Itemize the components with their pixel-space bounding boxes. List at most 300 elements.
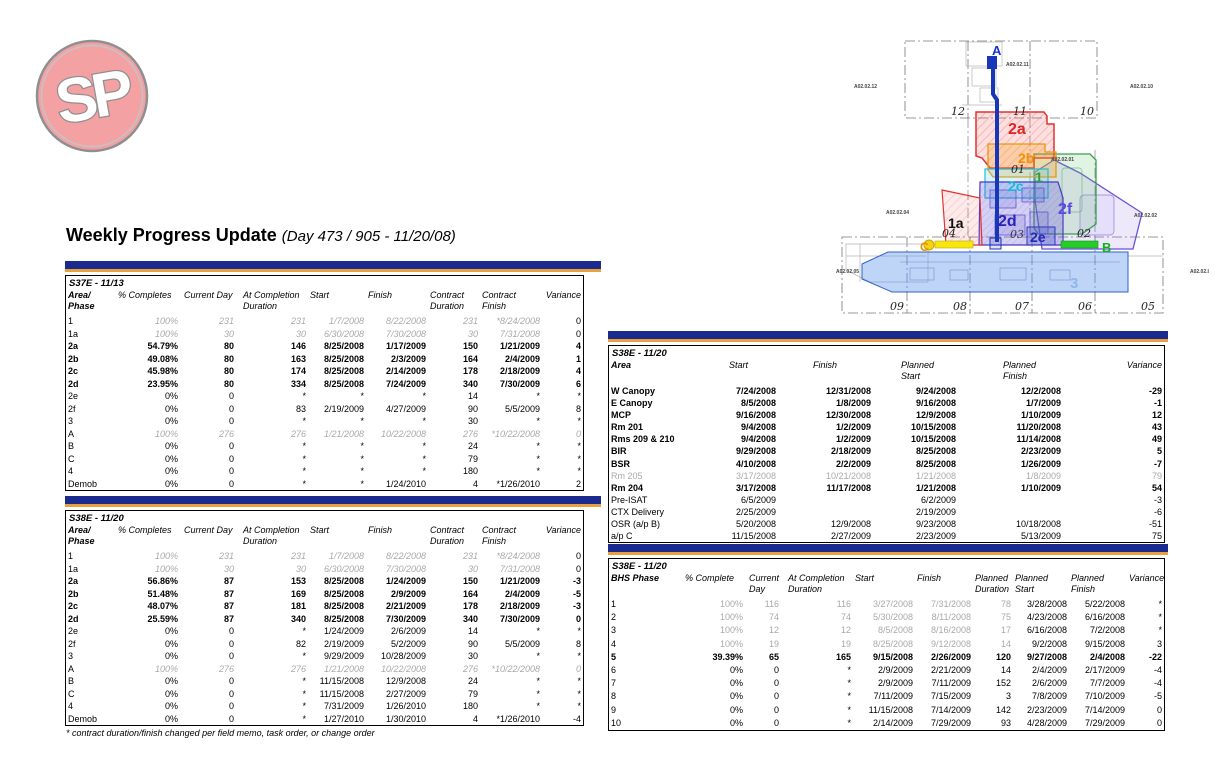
grid-label: 04 — [942, 227, 956, 240]
cell: * — [302, 713, 306, 724]
cell: Demob — [68, 713, 98, 724]
cell: MCP — [611, 410, 631, 421]
cell: 12 — [768, 625, 779, 636]
cell: 231 — [290, 316, 306, 326]
cell: 8 — [611, 691, 617, 702]
cell: 9/4/2008 — [740, 434, 776, 445]
cell: 2a — [68, 576, 79, 586]
cell: 6/5/2009 — [740, 494, 776, 505]
cell: 9/24/2008 — [915, 386, 956, 396]
cell: 276 — [462, 663, 478, 674]
cell: 83 — [295, 403, 306, 414]
cell: 8/25/2008 — [915, 446, 956, 457]
cell: 90 — [467, 403, 478, 414]
title-sub: (Day 473 / 905 - 11/20/08) — [281, 228, 456, 245]
cell: 152 — [995, 678, 1011, 689]
cell: 0 — [575, 316, 581, 326]
grid-label: 01 — [1011, 163, 1025, 176]
table-row — [66, 465, 583, 478]
sheet-ref: A02.02.12 — [854, 84, 878, 90]
cell: a/p C — [611, 531, 633, 542]
cell: 116 — [836, 599, 851, 609]
cell: 24 — [467, 441, 478, 451]
cell: * — [422, 466, 426, 476]
cell: 6 — [611, 665, 617, 676]
cell: 5/20/2008 — [735, 519, 776, 530]
divider-band — [65, 496, 601, 507]
cell: 4 — [68, 701, 74, 711]
grid-label: 03 — [1010, 228, 1024, 241]
cell: 0% — [164, 676, 178, 686]
cell: 7 — [611, 678, 617, 689]
cell: * — [847, 691, 851, 702]
table-row — [66, 440, 583, 453]
cell: 3 — [1005, 691, 1011, 702]
table-row — [609, 409, 1164, 421]
zone-label-3: 3 — [1070, 275, 1079, 292]
table-row — [609, 470, 1164, 482]
cell: * — [577, 626, 581, 636]
cell — [783, 494, 879, 506]
cell: 0% — [729, 717, 743, 728]
cell: * — [360, 478, 364, 489]
sheet-ref: A02.02.01 — [1051, 157, 1075, 163]
cell: 48.07% — [147, 601, 178, 611]
cell: 2/21/2009 — [930, 665, 971, 676]
table-row — [609, 651, 1164, 664]
cell: 2/27/2009 — [385, 688, 426, 699]
cell: 0 — [228, 466, 234, 476]
cell: 150 — [462, 576, 478, 586]
column-header: At Completion Duration — [788, 573, 845, 594]
cell: 9 — [611, 704, 617, 715]
cell: 153 — [290, 576, 306, 586]
cell: 4 — [472, 713, 478, 724]
table-row — [66, 340, 583, 353]
title-main: Weekly Progress Update — [66, 225, 277, 245]
table-row — [66, 650, 583, 663]
cell: 2/21/2009 — [385, 601, 426, 611]
column-header: % Complete — [685, 573, 735, 583]
table-row — [66, 328, 583, 341]
cell: 276 — [218, 663, 234, 674]
cell: A — [68, 663, 75, 674]
cell: * — [302, 478, 306, 489]
column-header: Area — [611, 360, 632, 370]
cell: 30 — [467, 651, 478, 661]
cell: 2/14/2009 — [385, 366, 426, 376]
column-header: Contract Finish — [482, 290, 517, 311]
cell — [783, 506, 879, 518]
cell: 39.39% — [712, 651, 743, 662]
marker-label-b: B — [1102, 240, 1112, 255]
cell: 65 — [768, 651, 779, 662]
table-row — [609, 611, 1164, 624]
cell: 2e — [68, 391, 79, 401]
cell: 45.98% — [147, 366, 178, 376]
grid-label: 12 — [951, 105, 965, 118]
cell: 2/9/2009 — [877, 678, 913, 689]
column-header: Planned Start — [1015, 573, 1049, 594]
cell: 7/30/2009 — [385, 613, 426, 624]
cell: 178 — [462, 366, 478, 376]
cell: 7/31/2008 — [499, 328, 540, 339]
cell: 0% — [164, 453, 178, 464]
cell: 0 — [575, 328, 581, 339]
cell: 0% — [164, 651, 178, 661]
cell: 9/29/2009 — [323, 651, 364, 661]
table-row — [66, 625, 583, 638]
cell: 276 — [462, 428, 478, 439]
cell: 7/14/2009 — [930, 704, 971, 715]
cell: 100% — [154, 328, 178, 339]
column-header: BHS Phase — [611, 573, 660, 583]
cell: 12/30/2008 — [825, 410, 871, 421]
cell: 11/15/2008 — [868, 704, 913, 715]
table-row — [609, 518, 1164, 530]
table-row — [66, 700, 583, 713]
zone-label-2c: 2c — [1008, 178, 1024, 194]
table-row — [66, 478, 583, 491]
cell: 0% — [164, 466, 178, 476]
cell: 2f — [68, 403, 76, 414]
grid-label: 08 — [953, 300, 967, 313]
column-header: Start — [310, 525, 330, 535]
cell: 87 — [223, 613, 234, 624]
cell: 56.86% — [147, 576, 178, 586]
table-box-s37e — [65, 275, 584, 491]
cell: 340 — [462, 613, 478, 624]
cell: 10/22/2008 — [380, 428, 426, 439]
cell: 80 — [223, 366, 234, 376]
cell: * — [536, 441, 540, 451]
table-row — [609, 717, 1164, 730]
table-row — [609, 638, 1164, 651]
cell: 74 — [768, 612, 779, 623]
cell: 8/16/2008 — [930, 625, 971, 636]
cell: 1/26/2010 — [385, 701, 426, 711]
column-header: Start — [855, 573, 875, 583]
cell: 5/13/2009 — [1020, 531, 1061, 542]
cell: 340 — [290, 613, 306, 624]
cell: 9/12/2008 — [930, 638, 971, 649]
cell: 30 — [467, 328, 478, 339]
marker-b-bar — [1061, 241, 1098, 248]
cell: 2d — [68, 378, 79, 389]
cell: 9/27/2008 — [1026, 651, 1067, 662]
cell: 8 — [575, 403, 581, 414]
cell: 164 — [462, 353, 478, 364]
column-header: Finish — [917, 573, 942, 583]
cell: * — [360, 466, 364, 476]
cell: 11/15/2008 — [319, 676, 364, 686]
cell: 164 — [462, 588, 478, 599]
cell: 7/30/2008 — [385, 563, 426, 574]
cell: *1/26/2010 — [496, 478, 540, 489]
cell: 0 — [228, 651, 234, 661]
cell: 174 — [290, 366, 306, 376]
table-row — [66, 428, 583, 441]
cell: 2b — [68, 353, 79, 364]
cell: * — [360, 416, 364, 426]
cell: 1/21/2009 — [499, 341, 540, 351]
cell — [967, 506, 1073, 518]
cell: 1/7/2008 — [328, 316, 364, 326]
cell: 100% — [154, 563, 178, 574]
cell: * — [536, 676, 540, 686]
cell: * — [422, 416, 426, 426]
cell: -3 — [1153, 494, 1162, 505]
cell: 5/2/2009 — [390, 638, 426, 649]
cell: * — [302, 441, 306, 451]
table-row — [66, 563, 583, 576]
cell: 8/25/2008 — [323, 353, 364, 364]
cell: 3/27/2008 — [872, 599, 913, 609]
cell: 3/17/2008 — [735, 470, 776, 481]
cell: 2/4/2009 — [504, 588, 540, 599]
table-row — [66, 663, 583, 676]
cell: 10 — [611, 717, 622, 728]
cell: -3 — [572, 601, 581, 611]
cell: 2/19/2009 — [323, 638, 364, 649]
cell: 0% — [164, 441, 178, 451]
table-row — [66, 588, 583, 601]
cell: 6 — [575, 378, 581, 389]
cell: 2/23/2009 — [1020, 446, 1061, 457]
cell: 3 — [1156, 638, 1162, 649]
cell: 0 — [228, 626, 234, 636]
table-box-s38e-bhs — [608, 558, 1165, 731]
cell: 1/24/2009 — [323, 626, 364, 636]
cell: 7/30/2009 — [499, 613, 540, 624]
cell: 25.59% — [147, 613, 178, 624]
cell: 2 — [575, 478, 581, 489]
table-row — [609, 506, 1164, 518]
cell: 163 — [290, 353, 306, 364]
cell: 0 — [228, 441, 234, 451]
table-box-s38e-areas — [608, 345, 1165, 543]
cell: 10/28/2009 — [380, 651, 426, 661]
cell: 7/11/2009 — [873, 691, 913, 702]
cell: 1/8/2009 — [835, 398, 871, 409]
table-box-s38e — [65, 510, 584, 726]
cell: 8/5/2008 — [740, 398, 776, 409]
cell: * — [360, 391, 364, 401]
cell: -3 — [572, 576, 581, 586]
table-row — [66, 613, 583, 626]
cell: 30 — [295, 328, 306, 339]
cell: 2/23/2009 — [915, 531, 956, 542]
cell: 3/28/2008 — [1026, 599, 1067, 609]
table-row — [609, 704, 1164, 717]
divider-band — [608, 544, 1168, 555]
cell: 12/9/2008 — [915, 410, 956, 421]
cell: 178 — [462, 601, 478, 611]
zone-label-1a: 1a — [948, 215, 964, 231]
table-row — [66, 315, 583, 328]
cell: 9/2/2008 — [1031, 638, 1067, 649]
cell: 0% — [164, 626, 178, 636]
cell: 12/9/2008 — [385, 676, 426, 686]
cell: * — [1158, 599, 1162, 609]
grid-label: 10 — [1080, 105, 1094, 118]
cell: 10/21/2008 — [825, 470, 871, 481]
table-row — [66, 600, 583, 613]
cell: 340 — [462, 378, 478, 389]
cell: 1/30/2010 — [385, 713, 426, 724]
cell: 7/31/2008 — [499, 563, 540, 574]
cell: * — [577, 676, 581, 686]
cell: 2c — [68, 601, 79, 611]
table-row — [609, 664, 1164, 677]
cell: 0 — [575, 663, 581, 674]
cell: 7/2/2008 — [1089, 625, 1125, 636]
cell: 93 — [1000, 717, 1011, 728]
cell: -4 — [1153, 678, 1162, 689]
cell: 4/28/2009 — [1026, 717, 1067, 728]
cell: 8/11/2008 — [931, 612, 971, 623]
cell: 6/16/2008 — [1084, 612, 1125, 623]
cell: * — [302, 701, 306, 711]
cell: 5 — [611, 651, 617, 662]
cell: 276 — [290, 428, 306, 439]
sheet-ref: A02.02.I — [1190, 269, 1209, 275]
cell: * — [847, 665, 851, 676]
cell: 14 — [1000, 638, 1011, 649]
cell: 12/31/2008 — [825, 386, 871, 396]
table-row — [609, 385, 1164, 397]
cell: 6/16/2008 — [1026, 625, 1067, 636]
column-header: Start — [310, 290, 330, 300]
cell: 4/10/2008 — [735, 458, 776, 469]
cell: 7/31/2008 — [930, 599, 971, 609]
cell: *10/22/2008 — [491, 428, 540, 439]
cell: 0% — [729, 665, 743, 676]
cell: 2/2/2009 — [835, 458, 871, 469]
cell: 1 — [68, 551, 74, 561]
column-header: Planned Finish — [1071, 573, 1105, 594]
cell: 2/25/2009 — [735, 506, 776, 517]
cell: 1a — [68, 563, 79, 574]
cell: 11/14/2008 — [1016, 434, 1061, 445]
cell: 165 — [835, 651, 851, 662]
cell: 4/23/2008 — [1026, 612, 1067, 623]
cell: 4 — [575, 366, 581, 376]
cell: 9/29/2008 — [735, 446, 776, 457]
cell: 5 — [1156, 446, 1162, 457]
column-header: % Completes — [118, 290, 172, 300]
cell: 0 — [1156, 704, 1162, 715]
cell: 2/4/2008 — [1089, 651, 1125, 662]
cell: -4 — [1153, 665, 1162, 676]
cell: * — [302, 466, 306, 476]
table-row — [66, 378, 583, 391]
cell: 0% — [729, 678, 743, 689]
grid-label: 09 — [890, 300, 904, 313]
zone-label-2d: 2d — [998, 213, 1017, 230]
cell: * — [536, 391, 540, 401]
cell: * — [847, 704, 851, 715]
cell: 1/21/2008 — [323, 428, 364, 439]
cell: A — [68, 428, 75, 439]
cell: 5/5/2009 — [504, 403, 540, 414]
column-header: Area/ Phase — [68, 290, 95, 311]
cell: 7/31/2009 — [323, 701, 364, 711]
cell: 14 — [467, 626, 478, 636]
cell: 231 — [290, 551, 306, 561]
cell: 30 — [467, 563, 478, 574]
cell: 79 — [467, 688, 478, 699]
cell: 1/10/2009 — [1020, 482, 1061, 493]
cell: 3/17/2008 — [735, 482, 776, 493]
zone-label-a: A — [992, 43, 1002, 58]
cell: 1/7/2008 — [328, 551, 364, 561]
cell: CTX Delivery — [611, 506, 665, 517]
cell: * — [302, 676, 306, 686]
cell: 5/5/2009 — [504, 638, 540, 649]
cell: * — [302, 651, 306, 661]
column-header: Variance — [1126, 360, 1162, 370]
table-row — [66, 365, 583, 378]
cell: 8/25/2008 — [323, 341, 364, 351]
zone-label-2a: 2a — [1008, 121, 1026, 138]
cell: 146 — [290, 341, 306, 351]
cell: Rm 204 — [611, 482, 644, 493]
cell: 8/25/2008 — [915, 458, 956, 469]
cell: * — [536, 651, 540, 661]
table-row — [66, 415, 583, 428]
cell: 19 — [840, 638, 851, 649]
cell — [967, 494, 1073, 506]
cell: * — [577, 453, 581, 464]
cell: 1 — [68, 316, 74, 326]
table-title: S38E - 11/20 — [69, 513, 124, 524]
cell: 2/9/2009 — [390, 588, 426, 599]
cell: * — [577, 651, 581, 661]
cell: 8/22/2008 — [385, 316, 426, 326]
cell: 180 — [462, 466, 478, 476]
cell: 82 — [295, 638, 306, 649]
cell: * — [360, 453, 364, 464]
cell: 5/22/2008 — [1084, 599, 1125, 609]
marker-label-c: C — [920, 240, 929, 254]
cell: 8/25/2008 — [323, 366, 364, 376]
cell: 0% — [164, 416, 178, 426]
cell: 75 — [1151, 531, 1162, 542]
cell: 19 — [768, 638, 779, 649]
cell: -5 — [572, 588, 581, 599]
cell: 2/27/2009 — [830, 531, 871, 542]
cell: 4 — [68, 466, 74, 476]
cell: 0% — [164, 391, 178, 401]
grid-label: 11 — [1013, 105, 1027, 118]
cell: * — [1158, 612, 1162, 623]
cell: 8/25/2008 — [872, 638, 913, 649]
column-header: Contract Duration — [430, 525, 465, 546]
table-row — [609, 677, 1164, 690]
table-row — [66, 675, 583, 688]
column-header: Current Day — [184, 525, 233, 535]
table-row — [66, 713, 583, 726]
cell: 4 — [472, 478, 478, 489]
zone-label-2f: 2f — [1058, 201, 1073, 218]
cell: 1/7/2009 — [1025, 398, 1061, 409]
cell: 11/17/2008 — [826, 482, 871, 493]
cell: 100% — [154, 316, 178, 326]
cell: 1 — [611, 599, 617, 609]
cell: * — [302, 391, 306, 401]
cell: 0% — [164, 638, 178, 649]
